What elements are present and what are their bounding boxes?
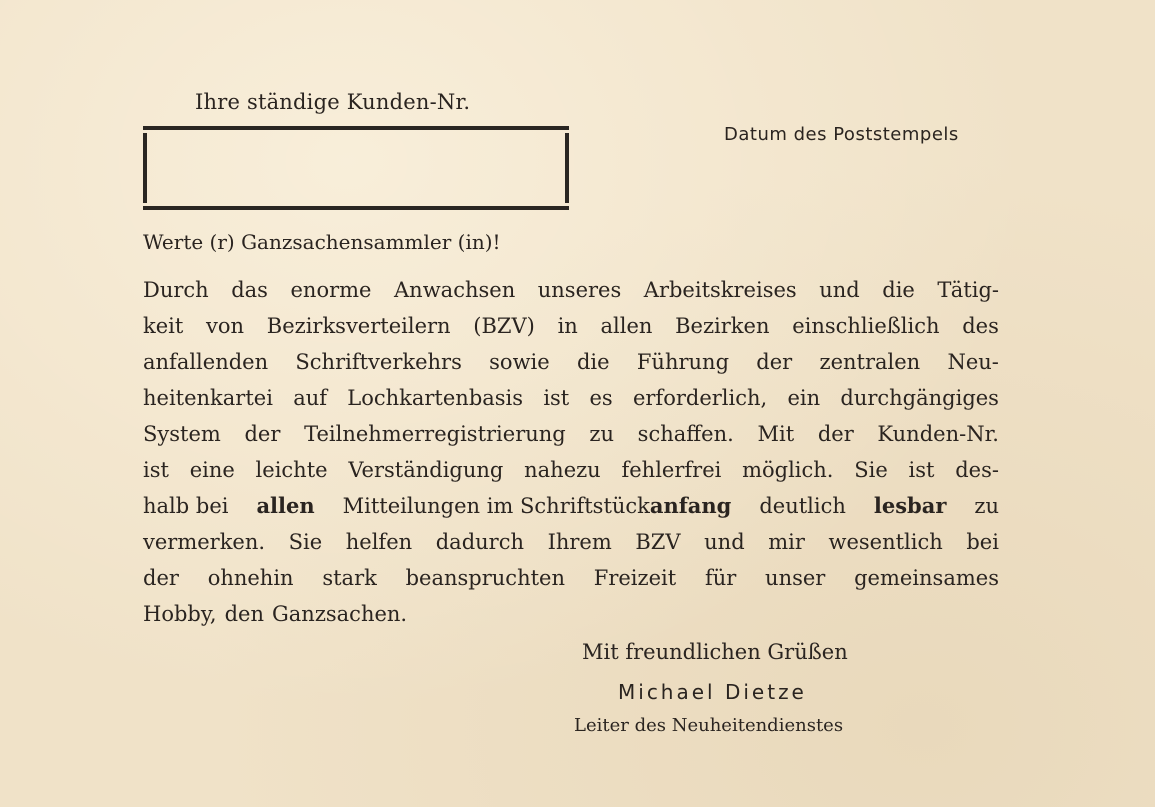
body-line-1-word: unseres bbox=[537, 278, 622, 302]
body-line-9-word: stark bbox=[322, 566, 377, 590]
body-line-6-word: Verständigung bbox=[348, 458, 504, 482]
body-line-1-word: Arbeitskreises bbox=[643, 278, 797, 302]
body-line-9-word: der bbox=[143, 566, 179, 590]
body-line-5-word: der bbox=[817, 422, 854, 446]
body-line-6 bbox=[143, 452, 999, 488]
body-line-9-word: Freizeit bbox=[593, 566, 677, 590]
body-line-8-word: und bbox=[704, 530, 745, 554]
body-line-8-word: bei bbox=[966, 530, 999, 554]
body-line-3-word: Führung bbox=[636, 350, 730, 374]
line7-text-4: zu bbox=[974, 494, 999, 518]
body-line-3-word: anfallenden bbox=[143, 350, 269, 374]
body-line-6-word: ist bbox=[143, 458, 169, 482]
body-line-2-word: allen bbox=[600, 314, 653, 338]
body-line-5 bbox=[143, 416, 999, 452]
body-line-4-word: ist bbox=[543, 386, 570, 410]
body-line-5-word: Mit bbox=[757, 422, 795, 446]
customer-number-label: Ihre ständige Kunden-Nr. bbox=[195, 90, 471, 114]
body-line-6-word: des- bbox=[955, 458, 999, 482]
body-line-9-word: für bbox=[704, 566, 737, 590]
body-line-6-word: möglich. bbox=[742, 458, 834, 482]
body-line-2-word: des bbox=[962, 314, 999, 338]
box-border-right bbox=[565, 133, 569, 203]
box-border-top bbox=[143, 126, 569, 130]
body-line-9-word: ohnehin bbox=[207, 566, 294, 590]
line7-bold-lesbar: lesbar bbox=[873, 493, 947, 518]
line7-text-2a: Mitteilungen im Schriftstück bbox=[342, 494, 650, 518]
body-line-7 bbox=[143, 488, 999, 524]
body-line-8-word: Sie bbox=[288, 530, 323, 554]
closing-phrase: Mit freundlichen Grüßen bbox=[582, 640, 848, 664]
body-line-5-word: Kunden-Nr. bbox=[877, 422, 999, 446]
line7-text-2 bbox=[343, 488, 732, 524]
body-line-10-word: Ganzsachen. bbox=[272, 602, 408, 626]
body-line-4-word: auf bbox=[293, 386, 328, 410]
body-line-9 bbox=[143, 560, 999, 596]
postmark-date-label: Datum des Poststempels bbox=[724, 124, 959, 145]
customer-number-box bbox=[143, 126, 569, 210]
body-line-10-word: Hobby, bbox=[143, 602, 217, 626]
body-line-3 bbox=[143, 344, 999, 380]
body-line-3-word: die bbox=[576, 350, 610, 374]
body-line-4-word: Lochkartenbasis bbox=[347, 386, 524, 410]
body-line-4-word: erforderlich, bbox=[632, 386, 768, 410]
body-line-4-word: ein bbox=[787, 386, 821, 410]
body-line-5-word: schaffen. bbox=[637, 422, 734, 446]
body-line-5-word: zu bbox=[589, 422, 614, 446]
body-line-8-word: wesentlich bbox=[828, 530, 943, 554]
body-line-6-word: fehlerfrei bbox=[621, 458, 722, 482]
body-line-8-word: helfen bbox=[345, 530, 413, 554]
body-line-10-word: den bbox=[224, 602, 264, 626]
body-line-6-word: leichte bbox=[255, 458, 328, 482]
body-line-5-word: System bbox=[143, 422, 221, 446]
signer-role: Leiter des Neuheitendienstes bbox=[574, 715, 844, 736]
body-line-1-word: das bbox=[231, 278, 268, 302]
body-line-1-word: enorme bbox=[290, 278, 372, 302]
body-line-6-word: eine bbox=[189, 458, 235, 482]
body-line-6-word: nahezu bbox=[524, 458, 601, 482]
body-line-9-word: gemeinsames bbox=[854, 566, 999, 590]
body-line-9-word: beanspruchten bbox=[405, 566, 565, 590]
body-line-4 bbox=[143, 380, 999, 416]
body-line-9-word: unser bbox=[765, 566, 826, 590]
signer-name: Michael Dietze bbox=[618, 680, 807, 704]
body-line-2-word: in bbox=[557, 314, 578, 338]
body-line-1-word: Tätig- bbox=[937, 278, 999, 302]
box-border-bottom bbox=[143, 206, 569, 210]
body-line-1-word: und bbox=[819, 278, 860, 302]
body-line-6-word: ist bbox=[908, 458, 935, 482]
line7-bold-anfang: anfang bbox=[649, 493, 732, 518]
body-line-2 bbox=[143, 308, 999, 344]
body-line-5-word: Teilnehmerregistrierung bbox=[304, 422, 566, 446]
body-line-8 bbox=[143, 524, 999, 560]
body-line-8-word: mir bbox=[768, 530, 805, 554]
body-line-8-word: vermerken. bbox=[143, 530, 266, 554]
line7-text-1: halb bei bbox=[143, 494, 229, 518]
body-line-2-word: von bbox=[206, 314, 245, 338]
body-line-3-word: Schriftverkehrs bbox=[295, 350, 462, 374]
body-line-3-word: zentralen bbox=[819, 350, 921, 374]
body-line-8-word: dadurch bbox=[435, 530, 524, 554]
body-line-2-word: (BZV) bbox=[473, 314, 535, 338]
body-line-1 bbox=[143, 272, 999, 308]
body-line-10 bbox=[143, 596, 999, 632]
box-border-left bbox=[143, 133, 147, 203]
body-line-2-word: Bezirken bbox=[675, 314, 770, 338]
line7-bold-allen: allen bbox=[256, 493, 315, 518]
line7-text-3: deutlich bbox=[759, 494, 846, 518]
body-line-8-word: BZV bbox=[635, 530, 681, 554]
body-line-3-word: der bbox=[756, 350, 793, 374]
body-line-4-word: heitenkartei bbox=[143, 386, 273, 410]
body-line-6-word: Sie bbox=[854, 458, 888, 482]
body-line-4-word: es bbox=[589, 386, 613, 410]
body-line-4-word: durchgängiges bbox=[840, 386, 999, 410]
body-line-2-word: einschließlich bbox=[792, 314, 940, 338]
body-line-3-word: sowie bbox=[489, 350, 550, 374]
body-line-2-word: Bezirksverteilern bbox=[266, 314, 451, 338]
body-line-1-word: die bbox=[882, 278, 915, 302]
body-line-3-word: Neu- bbox=[947, 350, 999, 374]
body-line-1-word: Anwachsen bbox=[394, 278, 516, 302]
body-line-5-word: der bbox=[244, 422, 281, 446]
body-line-2-word: keit bbox=[143, 314, 184, 338]
letter-greeting: Werte (r) Ganzsachensammler (in)! bbox=[143, 230, 501, 254]
body-line-8-word: Ihrem bbox=[547, 530, 612, 554]
letter-body bbox=[143, 272, 999, 632]
body-line-1-word: Durch bbox=[143, 278, 209, 302]
